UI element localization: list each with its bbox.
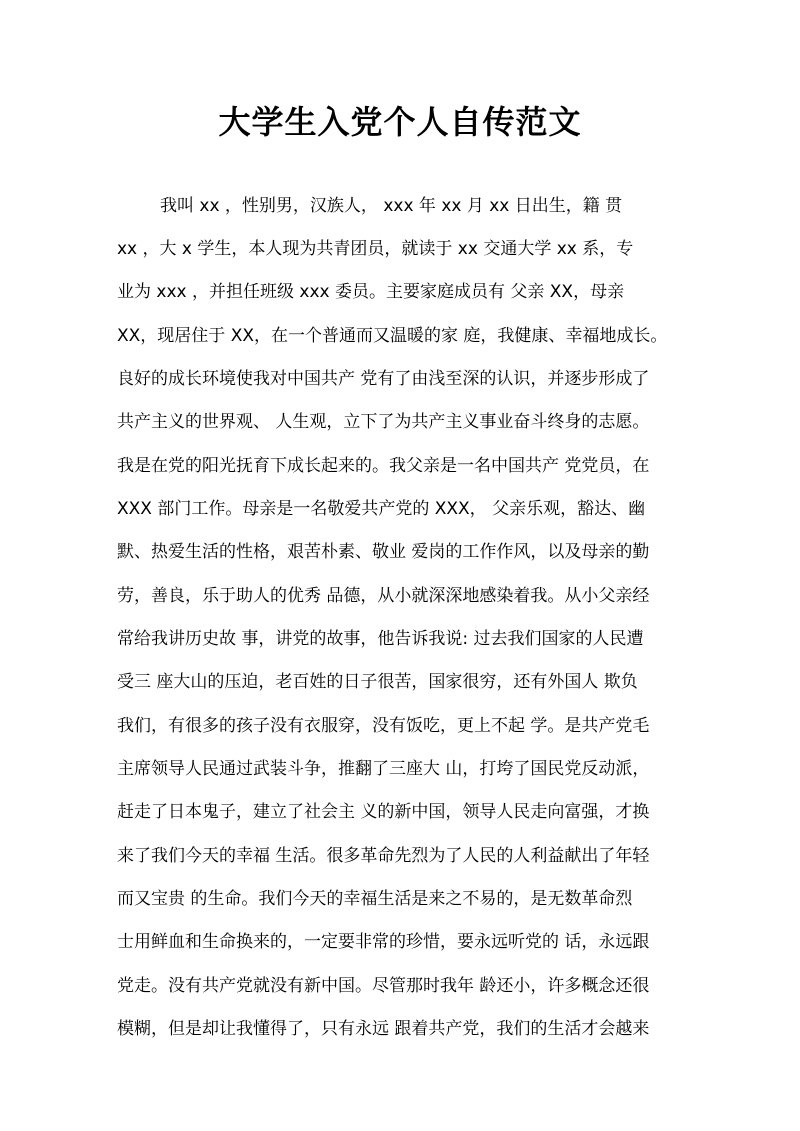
body-line: 党走。没有共产党就没有新中国。尽管那时我年 龄还小，许多概念还很: [117, 976, 650, 996]
body-line: 而又宝贵 的生命。我们今天的幸福生活是来之不易的，是无数革命烈: [117, 889, 633, 909]
body-line: 劳，善良，乐于助人的优秀 品德，从小就深深地感染着我。从小父亲经: [117, 586, 650, 606]
body-line: XX，现居住于 XX，在一个普通而又温暖的家 庭，我健康、幸福地成长。: [117, 326, 668, 346]
body-line: 我叫 xx ，性别男，汉族人， xxx 年 xx 月 xx 日出生，籍 贯: [160, 196, 623, 216]
body-line: 模糊，但是却让我懂得了，只有永远 跟着共产党，我们的生活才会越来: [117, 1019, 650, 1039]
body-line: 良好的成长环境使我对中国共产 党有了由浅至深的认识，并逐步形成了: [117, 369, 650, 389]
body-line: 常给我讲历史故 事，讲党的故事，他告诉我说: 过去我们国家的人民遭: [117, 629, 644, 649]
body-line: xx ，大 x 学生，本人现为共青团员，就读于 xx 交通大学 xx 系，专: [117, 239, 634, 259]
body-line: 来了我们今天的幸福 生活。很多革命先烈为了人民的人利益献出了年轻: [117, 846, 650, 866]
body-line: 受三 座大山的压迫，老百姓的日子很苦，国家很穷，还有外国人 欺负: [117, 672, 638, 692]
body-line: 我们，有很多的孩子没有衣服穿，没有饭吃，更上不起 学。是共产党毛: [117, 716, 650, 736]
body-line: XXX 部门工作。母亲是一名敬爱共产党的 XXX， 父亲乐观，豁达、幽: [117, 499, 646, 519]
body-line: 士用鲜血和生命换来的，一定要非常的珍惜，要永远听党的 话，永远跟: [117, 932, 650, 952]
body-line: 业为 xxx ，并担任班级 xxx 委员。主要家庭成员有 父亲 XX，母亲: [117, 282, 625, 302]
body-line: 赶走了日本鬼子，建立了社会主 义的新中国，领导人民走向富强，才换: [117, 802, 650, 822]
body-line: 共产主义的世界观、 人生观，立下了为共产主义事业奋斗终身的志愿。: [117, 412, 650, 432]
document-title: 大学生入党个人自传范文: [218, 103, 582, 141]
body-line: 默、热爱生活的性格，艰苦朴素、敬业 爱岗的工作作风，以及母亲的勤: [117, 542, 650, 562]
body-line: 主席领导人民通过武装斗争，推翻了三座大 山，打垮了国民党反动派，: [117, 759, 650, 779]
body-line: 我是在党的阳光抚育下成长起来的。我父亲是一名中国共产 党党员，在: [117, 456, 650, 476]
